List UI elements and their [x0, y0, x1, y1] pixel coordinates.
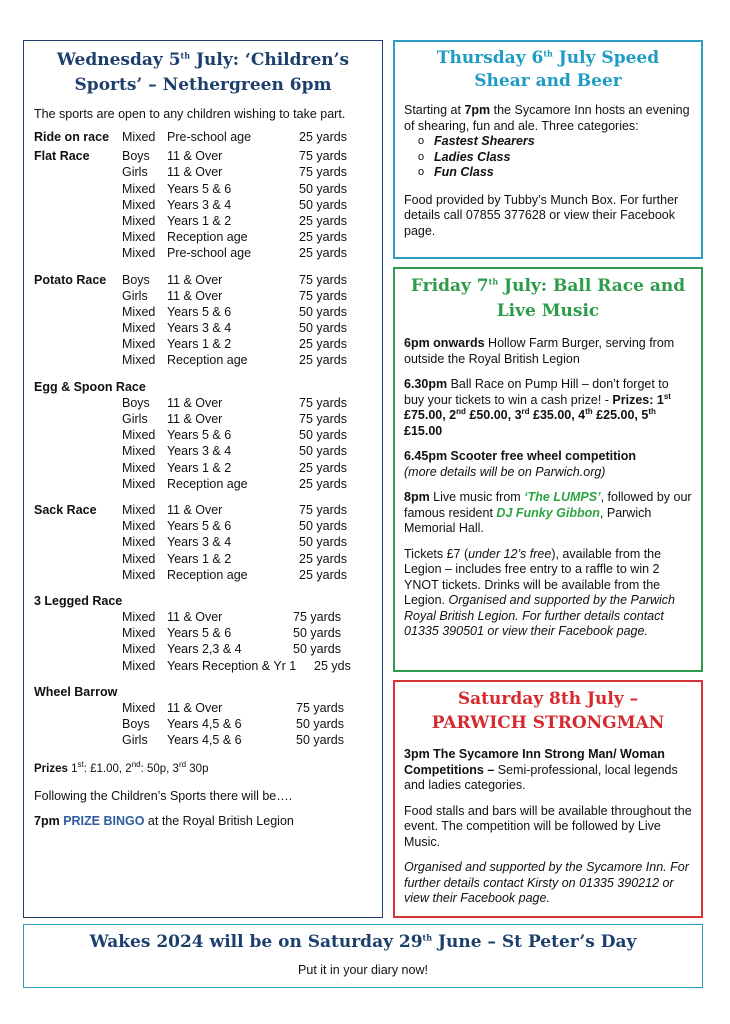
age: Years 1 & 2 [167, 460, 232, 475]
table-row [34, 732, 372, 748]
distance: 25 yards [299, 337, 347, 352]
distance: 75 yards [299, 149, 347, 164]
distance: 50 yards [299, 181, 347, 196]
distance: 75 yards [296, 701, 344, 715]
event-name: Flat Race [34, 149, 90, 164]
group: Mixed [122, 519, 156, 534]
distance: 25 yards [299, 460, 347, 475]
table-row [34, 502, 372, 518]
flat-race-group [34, 148, 372, 261]
group: Girls [122, 288, 148, 303]
table-row [34, 700, 372, 716]
event-name: Potato Race [34, 272, 107, 287]
distance: 75 yards [299, 395, 347, 410]
friday-burger: 6pm onwards Hollow Farm Burger, serving from outside the Royal British Legion [404, 336, 675, 366]
distance: 75 yards [299, 272, 347, 287]
friday-tickets: Tickets £7 (under 12’s free), available from the Legion – includes free entry to a raffle to win 2 YNOT tickets. Drinks will be available from the Legion. Organised and supported by the Parwich Royal British Legion. For further details contact 01335 390501 or view their Facebook page. [404, 546, 676, 638]
group: Mixed [122, 701, 156, 715]
table-row [34, 443, 372, 459]
age: Years 4,5 & 6 [167, 717, 242, 732]
group: Mixed [122, 197, 156, 212]
distance: 25 yards [299, 476, 347, 491]
age: Years 4,5 & 6 [167, 733, 242, 748]
distance: 75 yards [299, 502, 347, 517]
table-row [34, 716, 372, 732]
table-row [34, 288, 372, 304]
distance: 50 yards [299, 535, 347, 550]
table-row [34, 229, 372, 245]
group: Boys [122, 717, 150, 732]
age: Years 5 & 6 [167, 626, 232, 641]
distance: 25 yards [299, 130, 347, 144]
distance: 50 yards [299, 519, 347, 534]
age: Years 3 & 4 [167, 444, 232, 459]
age: 11 & Over [167, 288, 223, 303]
age: Years 5 & 6 [167, 519, 232, 534]
group: Mixed [122, 642, 156, 657]
age: Reception age [167, 567, 248, 582]
age: Reception age [167, 230, 248, 245]
table-row [34, 148, 372, 164]
wakes-subtitle: Put it in your diary now! [298, 963, 428, 977]
distance: 75 yards [299, 165, 347, 180]
egg-spoon-race-group [34, 379, 372, 492]
age: 11 & Over [167, 502, 223, 517]
saturday-title: Saturday 8th July – PARWICH STRONGMAN [431, 689, 665, 733]
group: Mixed [122, 428, 156, 443]
thursday-intro: Starting at 7pm the Sycamore Inn hosts an evening of shearing, fun and ale. Three categories: [404, 103, 690, 133]
group: Mixed [122, 213, 156, 228]
age: Years 3 & 4 [167, 535, 232, 550]
group: Mixed [122, 610, 156, 625]
event-name: Sack Race [34, 502, 97, 517]
wednesday-panel [23, 40, 383, 918]
distance: 25 yards [299, 567, 347, 582]
saturday-food: Food stalls and bars will be available throughout the event. The competition will be followed by Live Music. [404, 803, 692, 849]
age: 11 & Over [167, 165, 223, 180]
age: 11 & Over [167, 149, 223, 164]
group: Mixed [122, 130, 156, 144]
age: Pre-school age [167, 246, 252, 261]
table-row [34, 272, 372, 288]
group: Mixed [122, 304, 156, 319]
table-row [34, 129, 372, 145]
distance: 50 yards [293, 642, 341, 657]
group: Mixed [122, 321, 156, 336]
age: 11 & Over [167, 412, 223, 426]
group: Boys [122, 149, 150, 164]
list-item: o Fun Class [434, 165, 692, 181]
group: Mixed [122, 626, 156, 641]
list-item: o Ladies Class [434, 150, 692, 166]
age: Years 5 & 6 [167, 304, 232, 319]
group: Mixed [122, 230, 156, 245]
age: 11 & Over [167, 395, 223, 410]
distance: 25 yards [299, 230, 347, 245]
category-list [404, 134, 692, 181]
table-row [34, 641, 372, 657]
table-row [34, 164, 372, 180]
age: Reception age [167, 476, 248, 491]
age: Years Reception & Yr 1 [167, 658, 297, 673]
distance: 50 yards [299, 428, 347, 443]
thursday-food: Food provided by Tubby’s Munch Box. For further details call 07855 377628 or view their Facebook page. [404, 192, 679, 238]
prize-bingo-line: 7pm PRIZE BINGO at the Royal British Legion [34, 813, 294, 828]
age: Pre-school age [167, 130, 252, 144]
saturday-panel [393, 680, 703, 918]
table-row [34, 411, 372, 427]
distance: 25 yards [299, 551, 347, 566]
table-row [34, 534, 372, 550]
following-note: Following the Children’s Sports there will be…. [34, 788, 293, 803]
prizes-line: Prizes 1st: £1.00, 2nd: 50p, 3rd 30p [34, 759, 209, 775]
saturday-organiser: Organised and supported by the Sycamore Inn. For further details contact Kirsty on 01335 390212 or view their Facebook page. [404, 860, 689, 905]
table-row [34, 460, 372, 476]
table-row [34, 245, 372, 261]
group: Mixed [122, 460, 156, 475]
group: Mixed [122, 181, 156, 196]
distance: 50 yards [296, 733, 344, 748]
group: Mixed [122, 567, 156, 582]
group: Mixed [122, 551, 156, 566]
age: Years 2,3 & 4 [167, 642, 242, 657]
distance: 50 yards [299, 304, 347, 319]
group: Girls [122, 165, 148, 180]
table-row [34, 395, 372, 411]
age: Years 1 & 2 [167, 337, 232, 352]
wednesday-title: Wednesday 5th July: ‘Children’s Sports’ – Nethergreen 6pm [56, 50, 350, 95]
friday-live-music: 8pm Live music from ‘The LUMPS’, followed by our famous resident DJ Funky Gibbon, Parwich Memorial Hall. [404, 490, 692, 535]
age: Years 5 & 6 [167, 181, 232, 196]
friday-scooter: 6.45pm Scooter free wheel competition (more details will be on Parwich.org) [404, 449, 637, 479]
table-row [34, 213, 372, 229]
wakes-banner [23, 924, 703, 988]
group: Boys [122, 272, 150, 287]
friday-title: Friday 7th July: Ball Race and Live Music [410, 276, 686, 321]
group: Mixed [122, 444, 156, 459]
age: 11 & Over [167, 610, 223, 625]
list-item: o Fastest Shearers [434, 134, 692, 150]
distance: 25 yards [299, 353, 347, 368]
age: Years 3 & 4 [167, 197, 232, 212]
table-row [34, 336, 372, 352]
group: Mixed [122, 246, 156, 261]
group: Girls [122, 733, 148, 748]
event-name: Ride on race [34, 130, 110, 144]
friday-ball-race: 6.30pm Ball Race on Pump Hill – don’t forget to buy your tickets to win a cash prize! - Prizes: 1st £75.00, 2nd £50.00, 3rd £35.00, 4th £25.00, 5th £15.00 [404, 377, 671, 438]
wheel-barrow-group [34, 684, 372, 749]
event-name: Egg & Spoon Race [34, 379, 146, 394]
distance: 50 yards [296, 717, 344, 732]
wakes-title: Wakes 2024 will be on Saturday 29th June – St Peter’s Day [89, 932, 637, 952]
friday-panel [393, 267, 703, 672]
age: Reception age [167, 353, 248, 368]
group: Mixed [122, 502, 156, 517]
distance: 50 yards [299, 321, 347, 336]
table-row [34, 593, 372, 609]
distance: 75 yards [299, 412, 347, 426]
thursday-panel [393, 40, 703, 259]
group: Mixed [122, 353, 156, 368]
table-row [34, 551, 372, 567]
distance: 50 yards [299, 444, 347, 459]
table-row [34, 658, 372, 674]
table-row [34, 609, 372, 625]
distance: 25 yards [299, 246, 347, 261]
three-legged-race-group [34, 593, 372, 674]
saturday-strongman: 3pm The Sycamore Inn Strong Man/ Woman Competitions – Semi-professional, local legends and ladies categories. [404, 747, 678, 792]
event-name: 3 Legged Race [34, 593, 123, 608]
distance: 25 yards [299, 213, 347, 228]
wednesday-intro: The sports are open to any children wishing to take part. [34, 107, 346, 121]
group: Girls [122, 412, 148, 426]
group: Mixed [122, 476, 156, 491]
distance: 25 yds [314, 658, 351, 673]
table-row [34, 476, 372, 492]
table-row [34, 567, 372, 583]
table-row [34, 684, 372, 700]
distance: 50 yards [299, 197, 347, 212]
table-row [34, 427, 372, 443]
group: Mixed [122, 535, 156, 550]
table-row [34, 518, 372, 534]
distance: 75 yards [293, 610, 341, 625]
age: 11 & Over [167, 272, 223, 287]
age: Years 1 & 2 [167, 551, 232, 566]
table-row [34, 379, 372, 395]
age: 11 & Over [167, 701, 223, 715]
table-row [34, 197, 372, 213]
table-row [34, 320, 372, 336]
table-row [34, 352, 372, 368]
potato-race-group [34, 272, 372, 369]
distance: 50 yards [293, 626, 341, 641]
table-row [34, 625, 372, 641]
group: Boys [122, 395, 150, 410]
ride-on-race-group [34, 129, 372, 145]
event-name: Wheel Barrow [34, 684, 118, 699]
group: Mixed [122, 658, 156, 673]
age: Years 1 & 2 [167, 213, 232, 228]
group: Mixed [122, 337, 156, 352]
thursday-title: Thursday 6th July Speed Shear and Beer [436, 48, 660, 91]
table-row [34, 181, 372, 197]
sack-race-group [34, 502, 372, 583]
age: Years 3 & 4 [167, 321, 232, 336]
table-row [34, 304, 372, 320]
distance: 75 yards [299, 288, 347, 303]
age: Years 5 & 6 [167, 428, 232, 443]
